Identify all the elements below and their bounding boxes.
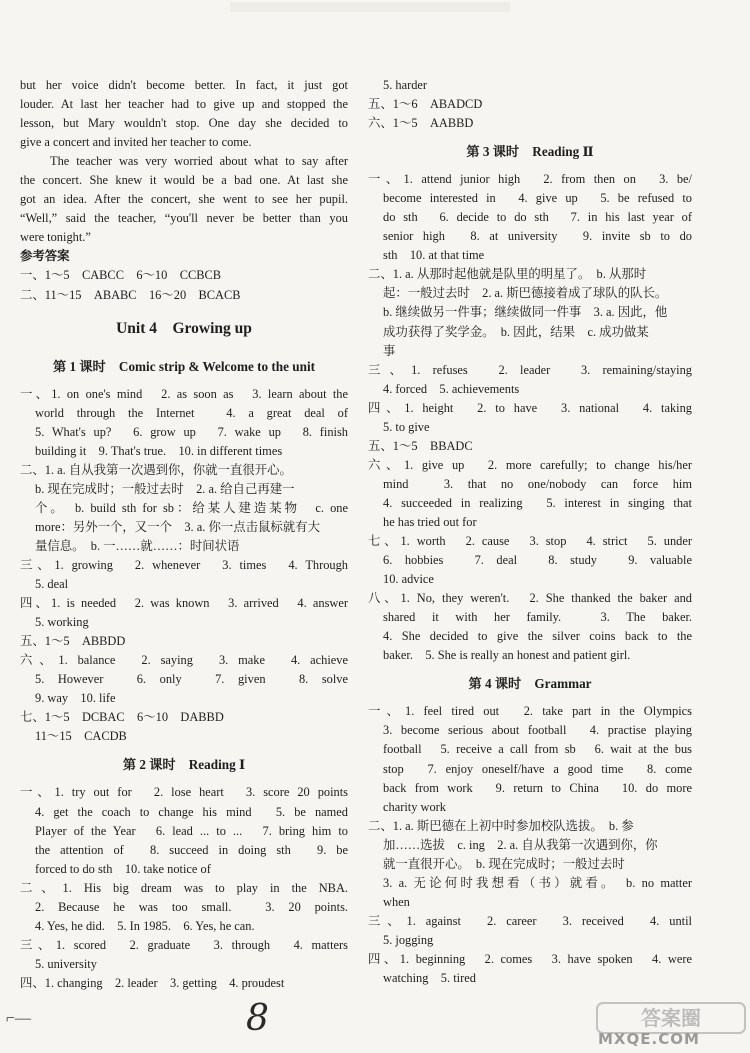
text-line: 五、1～5 ABBDD bbox=[20, 634, 126, 649]
text-line: 6. hobbies 7. deal 8. study 9. valuable bbox=[383, 553, 692, 568]
text-line: were tonight.” bbox=[20, 230, 91, 245]
text-line: 5. harder bbox=[383, 78, 428, 92]
page-number: 8 bbox=[246, 998, 269, 1039]
text-line: 五、1～5 BBADC bbox=[368, 438, 473, 453]
text-line: he has tried out for bbox=[383, 514, 477, 529]
unit-title: Unit 4 Growing up bbox=[116, 319, 252, 337]
text-line: 4. Yes, he did. 5. In 1985. 6. Yes, he can. bbox=[35, 918, 255, 933]
text-line: 七、1～5 DCBAC 6～10 DABBD bbox=[20, 710, 224, 725]
svg-text:答案圈: 答案圈 bbox=[641, 1006, 701, 1030]
story-paragraph-1 bbox=[20, 76, 348, 152]
text-line: 一、1. on one's mind 2. as soon as 3. learn about the bbox=[20, 386, 348, 401]
text-line: become interested in 4. give up 5. be refused to bbox=[383, 191, 692, 206]
text-line: 二、11～15 ABABC 16～20 BCACB bbox=[20, 287, 241, 302]
text-line: back from work 9. return to China 10. do more bbox=[383, 780, 692, 795]
text-line: mind 3. that no one/nobody can force him bbox=[383, 476, 692, 491]
text-line: 10. advice bbox=[383, 572, 434, 587]
text-line: do sth 6. decide to do sth 7. in his last year of bbox=[383, 210, 692, 225]
text-line: 一、1. attend junior high 2. from then on 3. be/ bbox=[368, 172, 692, 187]
text-line: 八、1. No, they weren't. 2. She thanked the baker and bbox=[368, 591, 692, 606]
text-line: 一、1. try out for 2. lose heart 3. score 20 points bbox=[20, 785, 348, 800]
text-line: sth 10. at that time bbox=[383, 248, 485, 263]
text-line: baker. 5. She is really an honest and patient girl. bbox=[383, 648, 631, 663]
text-line: watching 5. tired bbox=[383, 971, 476, 986]
text-line: 加……选拔 c. ing 2. a. 自从我第一次遇到你，你 bbox=[383, 837, 658, 852]
text-line: 4. forced 5. achievements bbox=[383, 381, 520, 396]
text-line: building it 9. That's true. 10. in different times bbox=[35, 443, 283, 458]
text-line: football 5. receive a call from sb 6. wait at the bus bbox=[383, 742, 692, 757]
text-line: 4. get the coach to change his mind 5. be named bbox=[35, 804, 348, 819]
text-line: 三、1. against 2. career 3. received 4. until bbox=[368, 913, 692, 928]
text-line: 一、1. feel tired out 2. take part in the Olympics bbox=[368, 704, 692, 719]
text-line: 2. Because he was too small. 3. 20 points. bbox=[35, 899, 348, 914]
text-line: 四、1. is needed 2. was known 3. arrived 4. answer bbox=[20, 596, 348, 611]
text-line: forced to do sth 10. take notice of bbox=[35, 861, 211, 876]
text-line: 四、1. height 2. to have 3. national 4. taking bbox=[368, 400, 692, 415]
text-line: 事 bbox=[383, 343, 396, 358]
text-line: senior high 8. at university 9. invite sb to do bbox=[383, 229, 692, 244]
text-line: b. 继续做另一件事；继续做同一件事 3. a. 因此，他 bbox=[383, 305, 668, 320]
text-line: 二、1. His big dream was to play in the NBA. bbox=[20, 880, 348, 895]
text-line: shared it with her family. 3. The baker. bbox=[383, 610, 692, 625]
text-line: give a concert and invited her teacher to come. bbox=[20, 135, 252, 150]
text-line: world through the Internet 4. a great deal of bbox=[35, 405, 348, 420]
lesson-2-title: 第 2 课时 Reading Ⅰ bbox=[122, 757, 246, 773]
text-line: 3. a. 无论何时我想看（书）就看。 b. no matter bbox=[383, 875, 692, 890]
top-smudge-decoration bbox=[220, 0, 520, 20]
text-line: but her voice didn't become better. In fact, it just got bbox=[20, 78, 348, 92]
text-line: 就一直很开心。 b. 现在完成时；一般过去时 bbox=[383, 856, 625, 871]
text-line: stop 7. enjoy oneself/have a good time 8. come bbox=[383, 761, 692, 776]
text-line: 三、1. growing 2. whenever 3. times 4. Through bbox=[20, 557, 348, 572]
text-line: 二、1. a. 斯巴德在上初中时参加校队选拔。 b. 参 bbox=[368, 818, 634, 833]
answer-key bbox=[20, 266, 348, 304]
continued-answers bbox=[368, 76, 692, 133]
left-column bbox=[20, 76, 348, 993]
lesson-1-answers bbox=[20, 385, 348, 747]
text-line: 六、1. give up 2. more carefully; to change his/her bbox=[368, 457, 692, 472]
text-line: 5. However 6. only 7. given 8. solve bbox=[35, 672, 348, 687]
lesson-2-answers bbox=[20, 783, 348, 993]
text-line: 量信息。 b. 一……就……：时间状语 bbox=[35, 538, 240, 553]
text-line: when bbox=[383, 894, 410, 909]
corner-mark: ⌐— bbox=[6, 1010, 32, 1027]
text-line: “Well,” said the teacher, “you'll never be better than you bbox=[20, 211, 348, 226]
text-line: 9. way 10. life bbox=[35, 691, 116, 706]
right-column bbox=[368, 76, 692, 988]
text-line: 5. working bbox=[35, 615, 89, 630]
text-line: 二、1. a. 自从我第一次遇到你，你就一直很开心。 bbox=[20, 462, 292, 477]
text-line: louder. At last her teacher had to give up and stopped the bbox=[20, 97, 348, 112]
lesson-3-title: 第 3 课时 Reading Ⅱ bbox=[466, 144, 594, 160]
text-line: 5. university bbox=[35, 956, 97, 971]
text-line: 成功获得了奖学金。 b. 因此，结果 c. 成功做某 bbox=[383, 324, 649, 339]
text-line: 三、1. refuses 2. leader 3. remaining/staying bbox=[368, 362, 692, 377]
text-line: 5. to give bbox=[383, 419, 430, 434]
text-line: 三、1. scored 2. graduate 3. through 4. matters bbox=[20, 937, 348, 952]
watermark-site: MXQE.COM bbox=[598, 1030, 700, 1048]
text-line: b. 现在完成时；一般过去时 2. a. 给自己再建一 bbox=[35, 481, 295, 496]
lesson-4-answers bbox=[368, 702, 692, 988]
text-line: The teacher was very worried about what to say after bbox=[50, 154, 348, 169]
text-line: the concert. She knew it would be a bad one. At last she bbox=[20, 173, 348, 188]
answer-heading: 参考答案 bbox=[20, 249, 70, 264]
text-line: 3. become serious about football 4. practise playing bbox=[383, 723, 692, 738]
lesson-3-answers bbox=[368, 170, 692, 665]
text-line: 六、1～5 AABBD bbox=[368, 116, 474, 131]
text-line: 一、1～5 CABCC 6～10 CCBCB bbox=[20, 268, 222, 283]
text-line: 4. She decided to give the silver coins back to the bbox=[383, 629, 692, 644]
text-line: Player of the Year 6. lead ... to ... 7. bring him to bbox=[35, 823, 348, 838]
story-paragraph-2 bbox=[20, 152, 348, 247]
text-line: 5. What's up? 6. grow up 7. wake up 8. finish bbox=[35, 424, 348, 439]
text-line: charity work bbox=[383, 799, 446, 814]
text-line: got an idea. After the concert, she went to see her pupil. bbox=[20, 192, 348, 207]
text-line: 六、1. balance 2. saying 3. make 4. achieve bbox=[20, 653, 348, 668]
text-line: 七、1. worth 2. cause 3. stop 4. strict 5. under bbox=[368, 534, 692, 549]
text-line: 五、1～6 ABADCD bbox=[368, 97, 483, 112]
text-line: more：另外一个，又一个 3. a. 你一点击鼠标就有大 bbox=[35, 519, 320, 534]
text-line: 四、1. beginning 2. comes 3. have spoken 4. were bbox=[368, 951, 692, 966]
text-line: 11～15 CACDB bbox=[35, 729, 127, 744]
text-line: 5. jogging bbox=[383, 932, 434, 947]
text-line: 个。 b. build sth for sb：给某人建造某物 c. one bbox=[35, 500, 348, 515]
text-line: 5. deal bbox=[35, 577, 69, 592]
text-line: the attention of 8. succeed in doing sth 9. be bbox=[35, 842, 348, 857]
text-line: 二、1. a. 从那时起他就是队里的明星了。 b. 从那时 bbox=[368, 267, 647, 282]
lesson-1-title: 第 1 课时 Comic strip & Welcome to the unit bbox=[52, 358, 315, 374]
text-line: lesson, but Mary wouldn't stop. One day she decided to bbox=[20, 116, 348, 131]
text-line: 4. succeeded in realizing 5. interest in singing that bbox=[383, 495, 692, 510]
lesson-4-title: 第 4 课时 Grammar bbox=[468, 676, 592, 692]
text-line: 起：一般过去时 2. a. 斯巴德接着成了球队的队长。 bbox=[383, 286, 668, 301]
text-line: 四、1. changing 2. leader 3. getting 4. proudest bbox=[20, 975, 285, 990]
